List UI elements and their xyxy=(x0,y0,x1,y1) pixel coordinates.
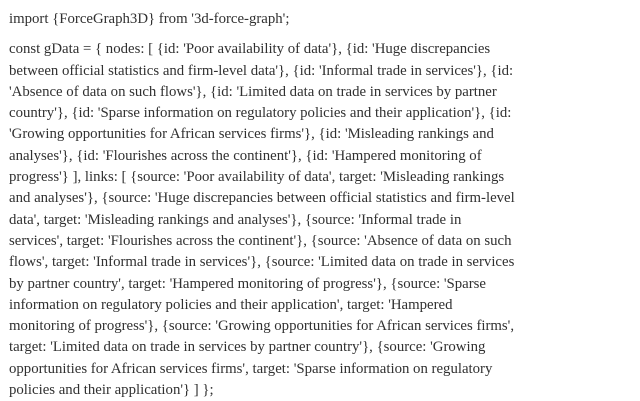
import-statement xyxy=(9,9,632,30)
code-line: import {ForceGraph3D} from '3d-force-graph'; xyxy=(9,11,290,27)
code-line: 'Growing opportunities for African services firms'}, {id: 'Misleading rankings and xyxy=(9,126,494,143)
code-line: country'}, {id: 'Sparse information on regulatory policies and their application'}, {id: xyxy=(9,105,512,122)
gdata-declaration xyxy=(9,39,632,401)
code-line: opportunities for African services firms', target: 'Sparse information on regulatory xyxy=(9,360,493,377)
code-line: const gData = { nodes: [ {id: 'Poor availability of data'}, {id: 'Huge discrepancies xyxy=(9,41,491,58)
code-line: and analyses'}, {source: 'Huge discrepancies between official statistics and firm-level xyxy=(9,190,515,207)
code-line: target: 'Limited data on trade in services by partner country'}, {source: 'Growing xyxy=(9,339,486,356)
code-line: analyses'}, {id: 'Flourishes across the continent'}, {id: 'Hampered monitoring of xyxy=(9,147,482,164)
code-line: information on regulatory policies and their application', target: 'Hampered xyxy=(9,296,453,313)
code-line: services', target: 'Flourishes across the continent'}, {source: 'Absence of data on such xyxy=(9,232,512,249)
code-line: monitoring of progress'}, {source: 'Growing opportunities for African services firms', xyxy=(9,318,515,335)
code-line: by partner country', target: 'Hampered monitoring of progress'}, {source: 'Sparse xyxy=(9,275,487,292)
code-line: 'Absence of data on such flows'}, {id: 'Limited data on trade in services by partner xyxy=(9,83,497,100)
code-line: between official statistics and firm-level data'}, {id: 'Informal trade in services'}, {id: xyxy=(9,62,514,79)
code-line: data', target: 'Misleading rankings and analyses'}, {source: 'Informal trade in xyxy=(9,211,462,228)
code-line: policies and their application'} ] }; xyxy=(9,382,214,399)
code-line: flows', target: 'Informal trade in services'}, {source: 'Limited data on trade in services xyxy=(9,254,515,271)
code-line: progress'} ], links: [ {source: 'Poor availability of data', target: 'Misleading rankings xyxy=(9,169,505,186)
